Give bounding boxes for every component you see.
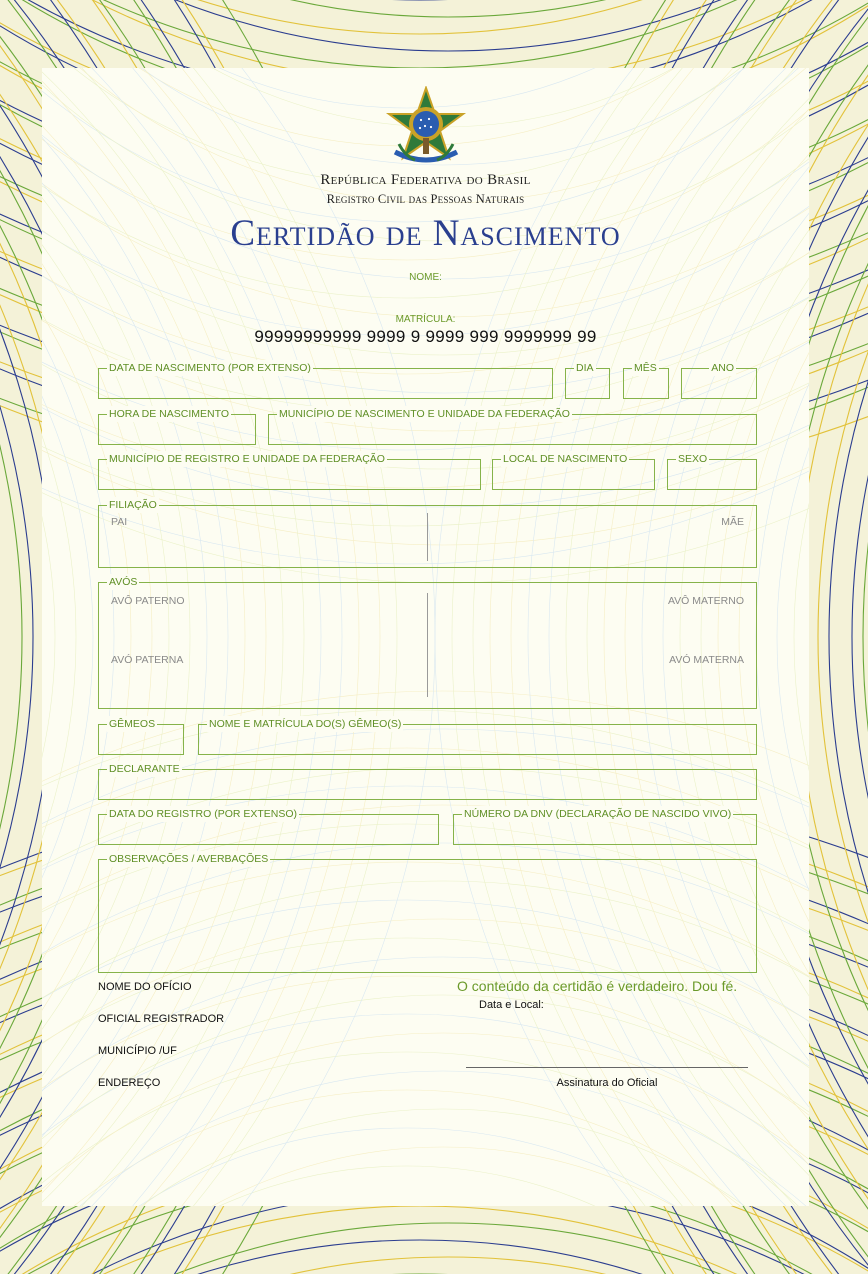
matricula-number: 99999999999 9999 9 9999 999 9999999 99: [254, 327, 597, 346]
avo-paterna-label: AVÓ PATERNA: [111, 654, 184, 666]
dia-field[interactable]: [565, 362, 610, 399]
mes-label: MÊS: [634, 362, 657, 374]
data-nascimento-label: DATA DE NASCIMENTO (POR EXTENSO): [109, 362, 311, 374]
municipio-uf-label: MUNICÍPIO /UF: [98, 1045, 177, 1057]
numero-dnv-label: NÚMERO DA DNV (DECLARAÇÃO DE NASCIDO VIVO): [464, 808, 732, 820]
nome-gemeos-field[interactable]: [198, 718, 757, 755]
ano-field[interactable]: [681, 362, 757, 399]
municipio-nascimento-label: MUNICÍPIO DE NASCIMENTO E UNIDADE DA FEDERAÇÃO: [279, 408, 570, 420]
declarante-field[interactable]: [98, 763, 757, 800]
hora-nascimento-field[interactable]: [98, 408, 256, 445]
filiacao-section[interactable]: [98, 499, 757, 568]
municipio-nascimento-field[interactable]: [268, 408, 757, 445]
declarante-label: DECLARANTE: [109, 763, 180, 775]
data-local-label: Data e Local:: [479, 999, 544, 1011]
republic-heading: República Federativa do Brasil: [320, 172, 531, 188]
certificate-paper: [42, 68, 809, 1206]
mae-label: MÃE: [721, 516, 744, 528]
oficial-registrador-label: OFICIAL REGISTRADOR: [98, 1013, 225, 1025]
filiacao-label: FILIAÇÃO: [109, 499, 157, 511]
sexo-label: SEXO: [678, 453, 708, 465]
avos-label: AVÓS: [109, 576, 138, 588]
brazil-coat-of-arms-icon: [385, 86, 467, 168]
municipio-registro-field[interactable]: [98, 453, 481, 490]
gemeos-field[interactable]: [98, 718, 184, 755]
dia-label: DIA: [576, 362, 594, 374]
registry-subheading: Registro Civil das Pessoas Naturais: [326, 192, 525, 206]
data-registro-field[interactable]: [98, 808, 439, 845]
avo-materna-label: AVÓ MATERNA: [669, 654, 744, 666]
nome-gemeos-label: NOME E MATRÍCULA DO(S) GÊMEO(S): [209, 718, 402, 730]
municipio-registro-label: MUNICÍPIO DE REGISTRO E UNIDADE DA FEDERAÇÃO: [109, 453, 385, 465]
local-nascimento-label: LOCAL DE NASCIMENTO: [503, 453, 628, 465]
matricula-label: MATRÍCULA:: [395, 314, 456, 325]
observacoes-label: OBSERVAÇÕES / AVERBAÇÕES: [109, 853, 269, 865]
local-nascimento-field[interactable]: [492, 453, 655, 490]
assinatura-label: Assinatura do Oficial: [556, 1077, 658, 1089]
observacoes-field[interactable]: [98, 853, 757, 973]
mes-field[interactable]: [623, 362, 669, 399]
pai-label: PAI: [111, 516, 128, 528]
avos-section[interactable]: [98, 576, 757, 709]
data-nascimento-field[interactable]: [98, 362, 553, 399]
attestation-text: O conteúdo da certidão é verdadeiro. Dou fé.: [457, 978, 738, 994]
avo-materno-label: AVÔ MATERNO: [667, 595, 744, 607]
sexo-field[interactable]: [667, 453, 757, 490]
ano-label: ANO: [711, 362, 734, 374]
gemeos-label: GÊMEOS: [109, 718, 156, 730]
nome-oficio-label: NOME DO OFÍCIO: [98, 981, 192, 993]
data-registro-label: DATA DO REGISTRO (POR EXTENSO): [109, 808, 298, 820]
numero-dnv-field[interactable]: [453, 808, 757, 845]
endereco-label: ENDEREÇO: [98, 1077, 161, 1089]
hora-nascimento-label: HORA DE NASCIMENTO: [109, 408, 229, 420]
filiacao-divider: [427, 513, 428, 561]
signature-line: [466, 1067, 748, 1068]
document-title: Certidão de Nascimento: [230, 213, 621, 254]
avos-divider: [427, 593, 428, 697]
avo-paterno-label: AVÔ PATERNO: [111, 595, 185, 607]
nome-label: NOME:: [409, 272, 442, 283]
